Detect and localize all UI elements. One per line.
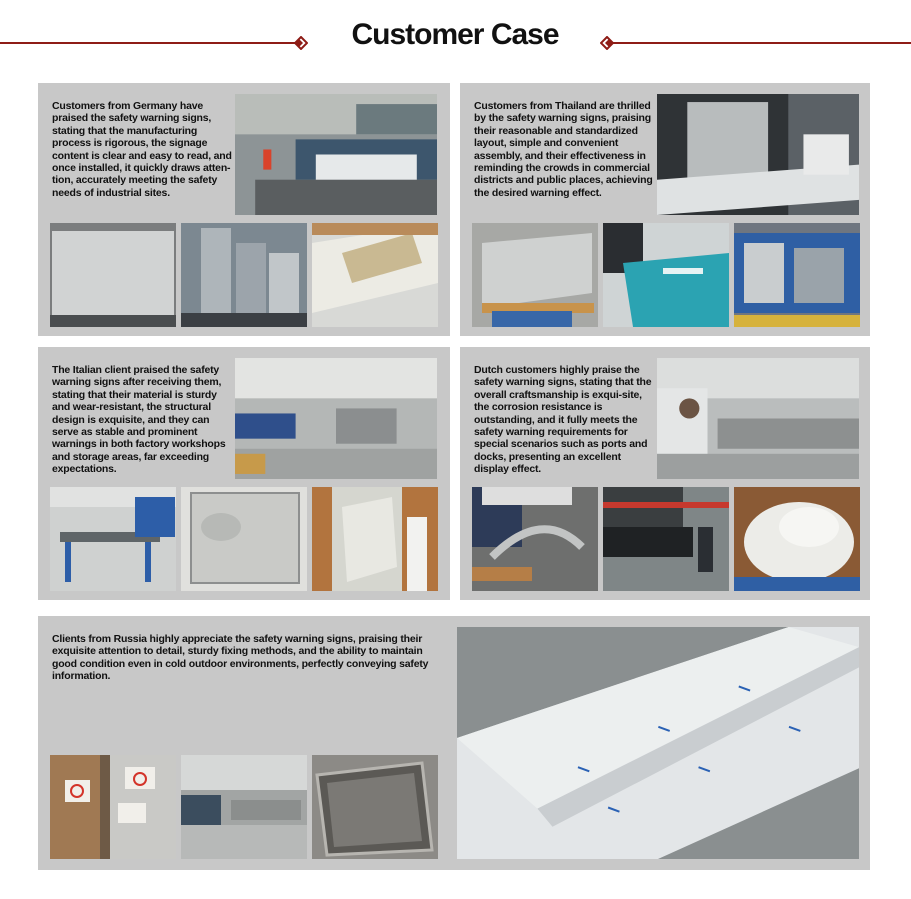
photo-stacked-panels bbox=[181, 223, 307, 327]
photo-warning-sign-stack bbox=[50, 755, 176, 859]
case-card-italy bbox=[38, 347, 450, 600]
photo-blue-rack-panels bbox=[734, 223, 860, 327]
case-text-italy: The Italian client praised the safety warning signs after receiving them, stating that their material is sturdy and wear-resistant, the structural design is exquisite, and they can serve as stable and prominent warnings in both factory workshops and storage areas, far exceeding expectations. bbox=[52, 364, 226, 476]
diamond-left-icon bbox=[294, 36, 308, 50]
photo-press-brake bbox=[603, 487, 729, 591]
case-text-netherlands: Dutch customers highly praise the safety warning signs, stating that the overall craftsmanship is exqui-site, the corrosion resistance is outstanding, and it fully meets the safety warning requirements for special scenarios such as ports and docks, presenting an excellent display effect. bbox=[474, 364, 652, 476]
case-card-netherlands bbox=[460, 347, 870, 600]
photo-factory-workshop bbox=[235, 94, 437, 215]
photo-wrapped-edge bbox=[312, 487, 438, 591]
case-card-thailand bbox=[460, 83, 870, 336]
photo-wrapped-bundles bbox=[734, 487, 860, 591]
photo-stainless-panel bbox=[181, 487, 307, 591]
page-title: Customer Case bbox=[351, 18, 559, 51]
case-text-germany: Customers from Germany have praised the safety warning signs, stating that the manufacturing process is rigorous, the signage content is clear and easy to read, and once installed, it quickly draws atten-tion, accurately meeting the safety needs of industrial sites. bbox=[52, 100, 232, 199]
header-line-right bbox=[612, 42, 911, 44]
photo-pallet-stack bbox=[472, 223, 598, 327]
photo-curved-panel bbox=[657, 94, 859, 215]
case-text-thailand: Customers from Thailand are thrilled by the safety warning signs, praising their reasonable and standardized layout, simple and convenient assembly, and their effectiveness in reminding the crowds in commercial districts and public places, achieving the desired warning effect. bbox=[474, 100, 653, 199]
header-line-left bbox=[0, 42, 296, 44]
photo-protective-film-panels bbox=[457, 627, 859, 859]
photo-metal-bending bbox=[472, 487, 598, 591]
photo-sheet-closeup bbox=[50, 223, 176, 327]
photo-factory-hall bbox=[235, 358, 437, 479]
case-card-germany bbox=[38, 83, 450, 336]
case-card-russia bbox=[38, 616, 870, 870]
photo-worker-factory bbox=[657, 358, 859, 479]
photo-inspection-bench bbox=[50, 487, 176, 591]
photo-metal-tray bbox=[312, 755, 438, 859]
photo-teal-sign-inspection bbox=[603, 223, 729, 327]
photo-film-wrapped-sheet bbox=[312, 223, 438, 327]
photo-warehouse-floor bbox=[181, 755, 307, 859]
case-text-russia: Clients from Russia highly appreciate the safety warning signs, praising their exquisite attention to detail, sturdy fixing methods, and the ability to maintain good condition even in cold outdoor environments, perfectly conveying safety information. bbox=[52, 633, 429, 683]
